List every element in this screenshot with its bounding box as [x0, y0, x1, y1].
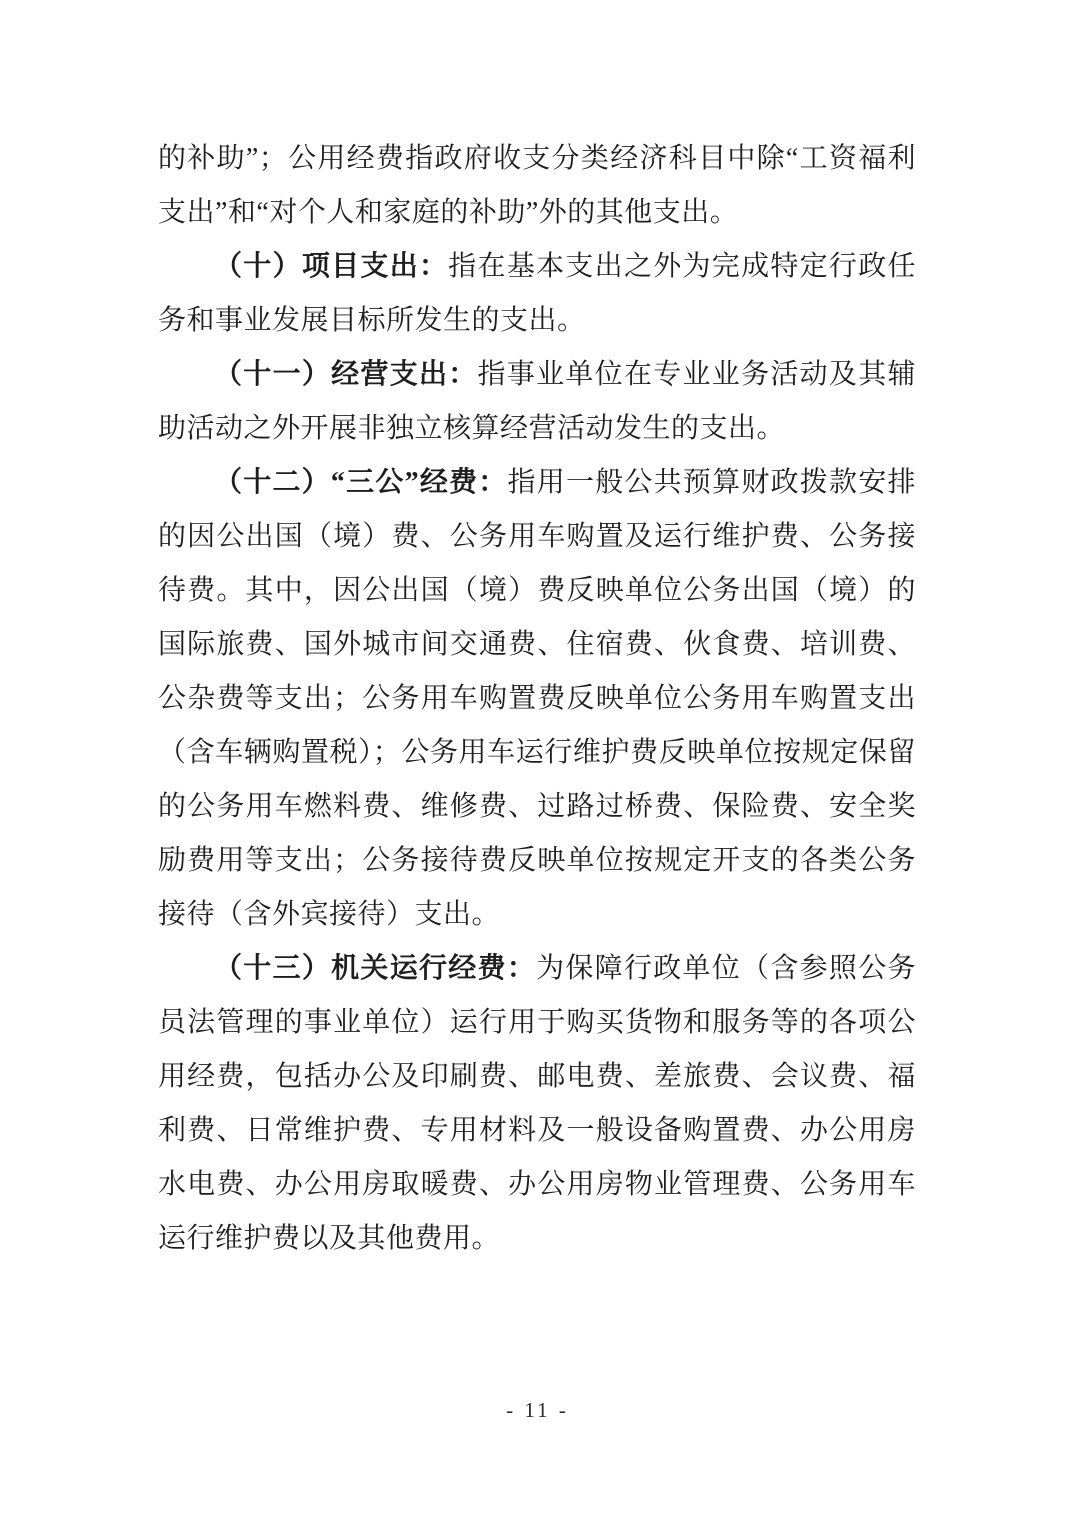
paragraph-text: 为保障行政单位（含参照公务员法管理的事业单位）运行用于购买货物和服务等的各项公用经费，包括办公及印刷费、邮电费、差旅费、会议费、福利费、日常维护费、专用材料及一般设备购置费、办公用房水电费、办公用房取暖费、办公用房物业管理费、公务用车运行维护费以及其他费用。 [158, 953, 916, 1254]
page-number: - 11 - [506, 1398, 569, 1422]
document-paragraph [158, 942, 916, 1266]
document-paragraph [158, 132, 916, 240]
section-heading: （十三）机关运行经费： [214, 953, 537, 984]
section-heading: （十）项目支出： [214, 251, 449, 282]
paragraph-text: 的补助”；公用经费指政府收支分类经济科目中除“工资福利支出”和“对个人和家庭的补助”外的其他支出。 [158, 143, 916, 228]
section-heading: （十二）“三公”经费： [214, 467, 508, 498]
paragraph-text: 指事业单位在专业业务活动及其辅助活动之外开展非独立核算经营活动发生的支出。 [158, 359, 916, 444]
document-paragraph [158, 456, 916, 942]
paragraph-text: 指在基本支出之外为完成特定行政任务和事业发展目标所发生的支出。 [158, 251, 916, 336]
document-body [158, 132, 916, 1266]
document-paragraph [158, 348, 916, 456]
paragraph-text: 指用一般公共预算财政拨款安排的因公出国（境）费、公务用车购置及运行维护费、公务接待费。其中，因公出国（境）费反映单位公务出国（境）的国际旅费、国外城市间交通费、住宿费、伙食费、培训费、公杂费等支出；公务用车购置费反映单位公务用车购置支出（含车辆购置税）；公务用车运行维护费反映单位按规定保留的公务用车燃料费、维修费、过路过桥费、保险费、安全奖励费用等支出；公务接待费反映单位按规定开支的各类公务接待（含外宾接待）支出。 [158, 467, 916, 930]
document-paragraph [158, 240, 916, 348]
section-heading: （十一）经营支出： [214, 359, 478, 390]
